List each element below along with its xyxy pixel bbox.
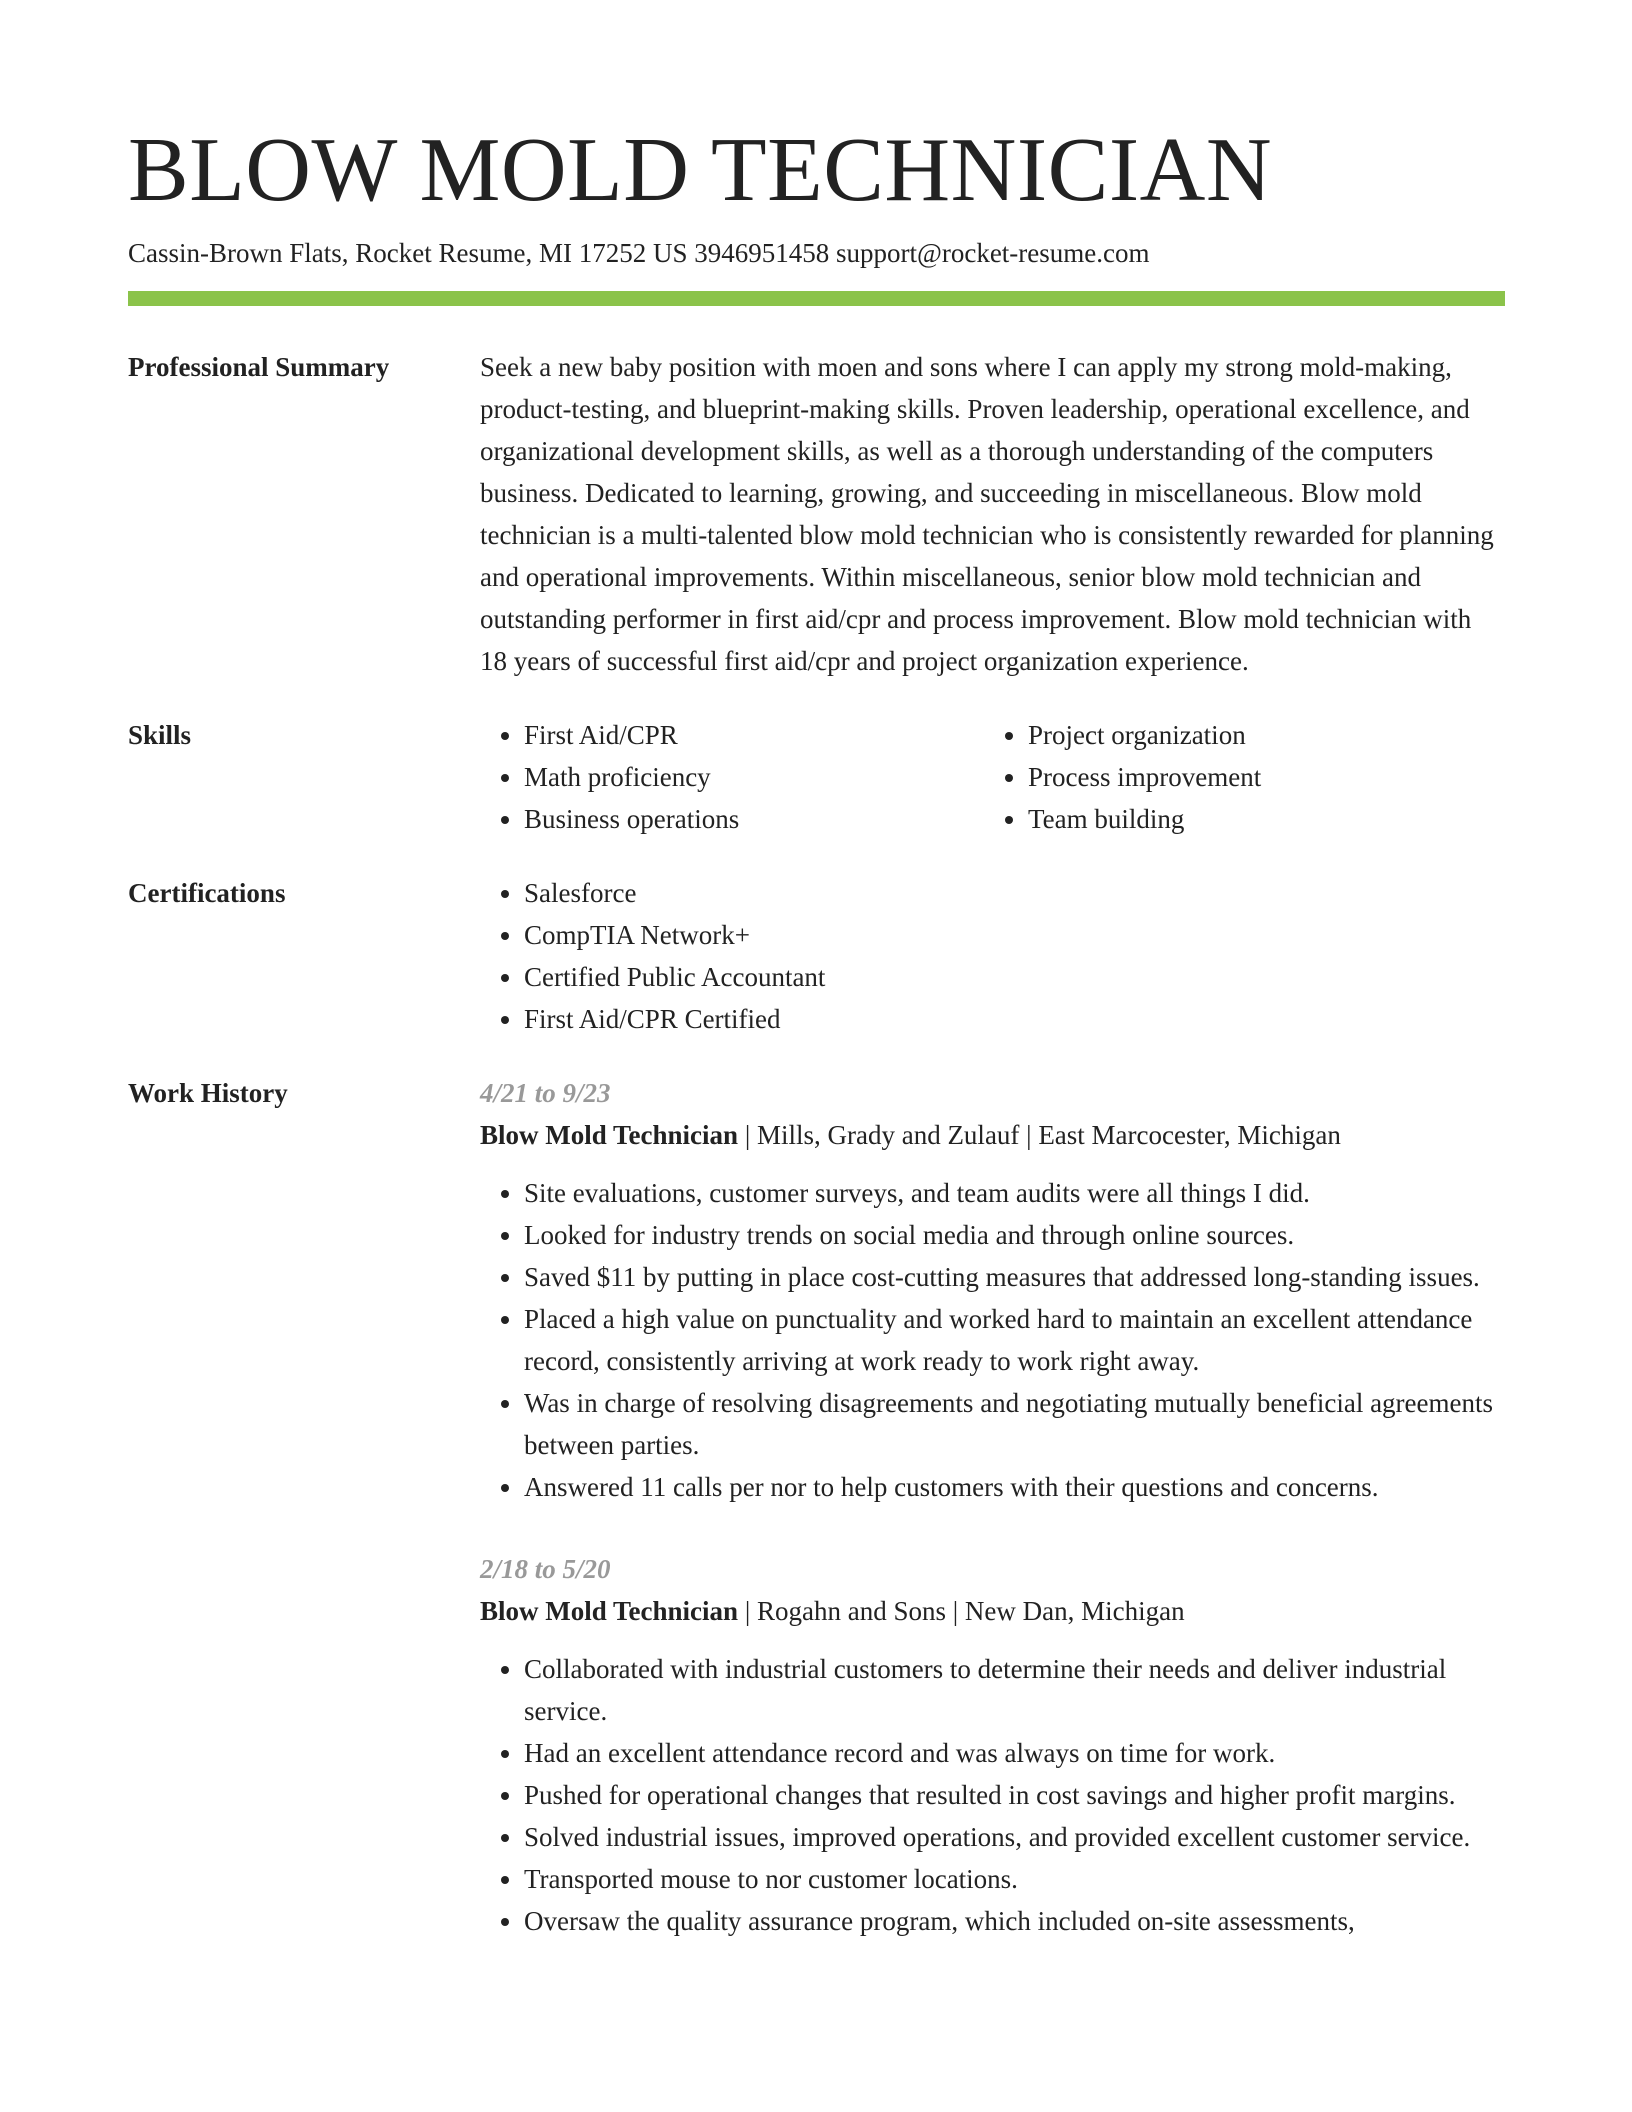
certification-item: • Salesforce [524,872,1505,914]
job-employer-location: | Mills, Grady and Zulauf | East Marcocester, Michigan [738,1120,1341,1150]
job-bullet: • Solved industrial issues, improved operations, and provided excellent customer service. [524,1816,1505,1858]
job-bullet: • Site evaluations, customer surveys, and team audits were all things I did. [524,1172,1505,1214]
job-dates: 4/21 to 9/23 [480,1078,611,1108]
job-entry [480,1548,1505,1942]
section-professional-summary [128,346,1505,682]
job-bullets [480,1172,1505,1508]
certifications-body [480,872,1505,1040]
job-bullet: • Collaborated with industrial customers to determine their needs and deliver industrial service. [524,1648,1505,1732]
skill-item: • Process improvement [1028,756,1488,798]
job-employer-location: | Rogahn and Sons | New Dan, Michigan [738,1596,1185,1626]
accent-divider [128,291,1505,306]
section-label: Professional Summary [128,352,390,382]
job-bullet: • Had an excellent attendance record and was always on time for work. [524,1732,1505,1774]
skills-grid [480,714,1505,840]
skill-item: • Project organization [1028,714,1488,756]
certification-item: • First Aid/CPR Certified [524,998,1505,1040]
skill-item: • Team building [1028,798,1488,840]
job-bullet: • Answered 11 calls per nor to help customers with their questions and concerns. [524,1466,1505,1508]
job-bullet: • Placed a high value on punctuality and worked hard to maintain an excellent attendance record, consistently arriving at work ready to work right away. [524,1298,1505,1382]
certification-item: • Certified Public Accountant [524,956,1505,998]
work-history-body [480,1072,1505,1982]
job-bullet: • Pushed for operational changes that resulted in cost savings and higher profit margins. [524,1774,1505,1816]
skills-body [480,714,1505,840]
certification-item: • CompTIA Network+ [524,914,1505,956]
job-entry [480,1072,1505,1508]
section-certifications [128,872,1505,1040]
job-bullets [480,1648,1505,1942]
skill-item: • Business operations [524,798,984,840]
summary-text: Seek a new baby position with moen and sons where I can apply my strong mold-making, product-testing, and blueprint-making skills. Proven leadership, operational excellence, and organizational development skills, as well as a thorough understanding of the computers business. Dedicated to learning, growing, and succeeding in miscellaneous. Blow mold technician is a multi-talented blow mold technician who is consistently rewarded for planning and operational improvements. Within miscellaneous, senior blow mold technician and outstanding performer in first aid/cpr and process improvement. Blow mold technician with 18 years of successful first aid/cpr and project organization experience. [480,352,1494,676]
skills-list-left [480,714,984,840]
resume-sections [128,346,1505,1982]
skill-item: • Math proficiency [524,756,984,798]
section-work-history [128,1072,1505,1982]
section-label: Certifications [128,878,286,908]
job-heading [480,1590,1505,1632]
section-skills [128,714,1505,840]
skill-item: • First Aid/CPR [524,714,984,756]
contact-line: Cassin-Brown Flats, Rocket Resume, MI 17252 US 3946951458 support@rocket-resume.com [128,238,1150,268]
skills-list-right [984,714,1488,840]
job-bullet: • Saved $11 by putting in place cost-cutting measures that addressed long-standing issues. [524,1256,1505,1298]
section-label: Work History [128,1078,288,1108]
section-label: Skills [128,720,192,750]
job-bullet: • Was in charge of resolving disagreements and negotiating mutually beneficial agreements between parties. [524,1382,1505,1466]
resume-title: BLOW MOLD TECHNICIAN [128,119,1273,220]
job-heading [480,1114,1505,1156]
certifications-list [480,872,1505,1040]
job-bullet: • Transported mouse to nor customer locations. [524,1858,1505,1900]
job-dates: 2/18 to 5/20 [480,1554,611,1584]
job-title: Blow Mold Technician [480,1596,739,1626]
job-bullet: • Looked for industry trends on social media and through online sources. [524,1214,1505,1256]
job-title: Blow Mold Technician [480,1120,739,1150]
job-bullet: • Oversaw the quality assurance program, which included on-site assessments, [524,1900,1505,1942]
